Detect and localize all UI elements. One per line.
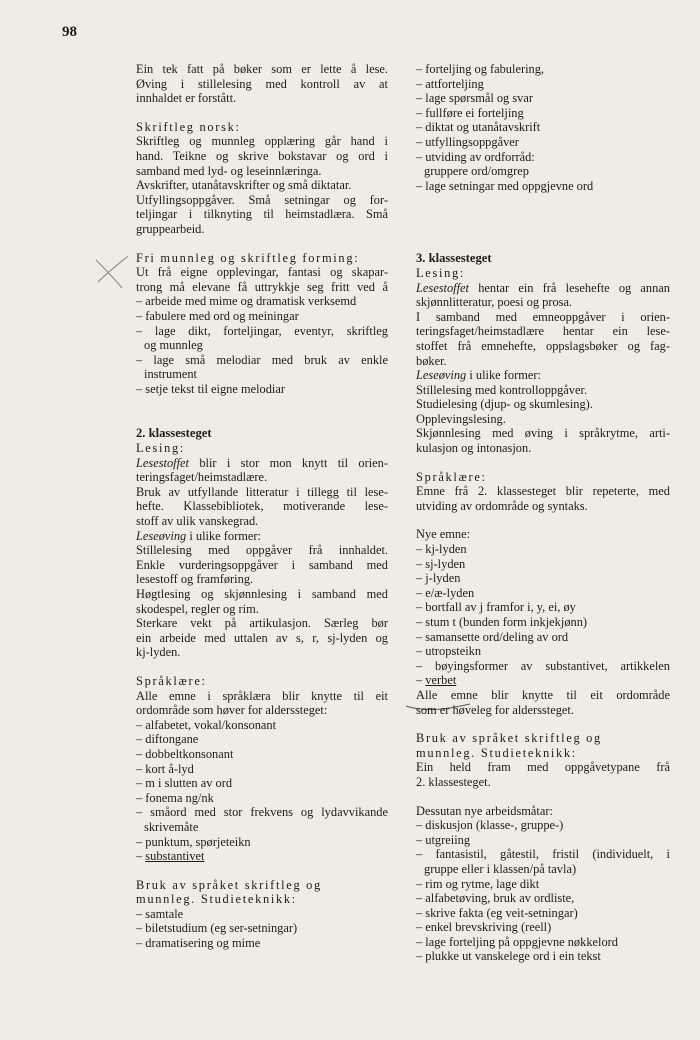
subsection-heading: munnleg. Studieteknikk:	[416, 745, 577, 760]
text-segment: i ulike former:	[466, 368, 541, 383]
text-line: – alfabetøving, bruk av ordliste,	[416, 891, 575, 906]
text-line: kulasjon og intonasjon.	[416, 441, 532, 456]
text-line: Stillelesing med kontrolloppgåver.	[416, 382, 588, 397]
subsection-heading: Bruk av språket skriftleg og	[416, 731, 602, 746]
text-line: gruppere ord/omgrep	[424, 164, 529, 179]
paragraph-gap	[416, 790, 670, 804]
text-line: utviding av ordområde og syntaks.	[416, 498, 588, 513]
text-line: Studielesing (djup- og skumlesing).	[416, 397, 593, 412]
text-line: – dramatisering og mime	[136, 936, 261, 951]
text-line: – rim og rytme, lage dikt	[416, 876, 540, 891]
text-line: – diktat og utanåtavskrift	[416, 120, 541, 135]
paragraph-gap	[136, 237, 388, 251]
text-segment: substantivet	[145, 849, 205, 864]
paragraph-gap	[136, 396, 388, 426]
paragraph-gap	[136, 864, 388, 878]
text-line: Avskrifter, utanåtavskrifter og små diktatar.	[136, 178, 352, 193]
text-line: gruppearbeid.	[136, 221, 205, 236]
section-heading: 3. klassesteget	[416, 251, 492, 266]
text-line: 2. klassesteget.	[416, 774, 491, 789]
right-column	[416, 62, 670, 964]
emphasis-text: Lesestoffet	[416, 280, 469, 295]
text-line: instrument	[144, 367, 197, 382]
text-line: – samansette ord/deling av ord	[416, 629, 569, 644]
text-line: gruppe eller i klassen/på tavla)	[424, 861, 577, 876]
text-line: – lage spørsmål og svar	[416, 91, 533, 106]
text-line: – skrive fakta (eg veit-setningar)	[416, 905, 578, 920]
text-line: – fantasistil, gåtestil, fristil (individuelt, i	[416, 847, 670, 862]
text-line: Ein tek fatt på bøker som er lette å lese.	[136, 62, 388, 76]
text-line: – bøyingsformer av substantivet, artikkelen	[416, 658, 670, 673]
paragraph-gap	[416, 717, 670, 731]
text-line: – sj-lyden	[416, 556, 466, 571]
text-line: – lage dikt, forteljingar, eventyr, skriftleg	[136, 323, 388, 338]
text-line: – fonema ng/nk	[136, 790, 214, 805]
text-line	[416, 281, 670, 296]
text-line: – plukke ut vanskelege ord i ein tekst	[416, 949, 601, 964]
paragraph-gap	[136, 660, 388, 674]
text-line: Skriftleg og munnleg opplæring går hand i	[136, 134, 388, 149]
text-line: ordområde som høver for alderssteget:	[136, 703, 328, 718]
text-line	[136, 529, 388, 544]
page-number: 98	[62, 24, 77, 40]
text-segment: hentar ein frå lesehefte og annan	[469, 280, 670, 295]
paragraph-gap	[416, 222, 670, 251]
text-line: Enkle vurderingsoppgåver i samband med	[136, 557, 388, 572]
text-line	[416, 368, 670, 383]
left-column	[136, 62, 388, 951]
text-line: Emne frå 2. klassesteget blir repeterte, med	[416, 484, 670, 499]
subsection-heading: Lesing:	[136, 441, 186, 456]
text-line: Alle emne blir knytte til eit ordområde	[416, 687, 670, 702]
text-line: stoffet frå emnehefte, oppslagsbøker og fag-	[416, 338, 670, 353]
emphasis-text: Lesestoffet	[136, 455, 189, 470]
text-line: Bruk av utfyllande litteratur i tillegg til lese-	[136, 484, 388, 499]
text-segment: blir i stor mon knytt til orien-	[189, 455, 388, 470]
text-line: teringsfaget/heimstadlære.	[136, 470, 268, 485]
text-line: – lage setningar med oppgjevne ord	[416, 178, 594, 193]
emphasis-text: Leseøving	[136, 528, 187, 543]
text-line: I samband med emneoppgåver i orien-	[416, 309, 670, 324]
subsection-heading: Bruk av språket skriftleg og	[136, 877, 322, 892]
text-line: Sterkare vekt på artikulasjon. Særleg bør	[136, 616, 388, 631]
emphasis-text: Leseøving	[416, 368, 467, 383]
text-line: – punktum, spørjeteikn	[136, 834, 251, 849]
paragraph-gap	[416, 193, 670, 222]
text-line	[136, 849, 388, 864]
text-line: – lage små melodiar med bruk av enkle	[136, 352, 388, 367]
text-line: – e/æ-lyden	[416, 585, 475, 600]
text-line: – utgreiing	[416, 832, 471, 847]
text-segment: –	[136, 849, 146, 864]
subsection-heading: Fri munnleg og skriftleg forming:	[136, 250, 360, 265]
text-line: Alle emne i språklæra blir knytte til eit	[136, 688, 388, 703]
text-line: og munnleg	[144, 338, 203, 353]
text-line: Øving i stillelesing med kontroll av at	[136, 76, 388, 91]
text-line: – diskusjon (klasse-, gruppe-)	[416, 818, 564, 833]
text-line: – arbeide med mime og dramatisk verksemd	[136, 294, 357, 309]
text-line: – kort å-lyd	[136, 761, 194, 776]
text-line: – alfabetet, vokal/konsonant	[136, 717, 277, 732]
text-line: – j-lyden	[416, 571, 461, 586]
text-line: hefte. Klassebibliotek, motiverande lese-	[136, 499, 388, 514]
text-line: samband med lyd- og leseinnlæringa.	[136, 163, 322, 178]
text-line: – attforteljing	[416, 76, 484, 91]
text-line: – fabulere med ord og meiningar	[136, 308, 299, 323]
section-heading: 2. klassesteget	[136, 426, 212, 441]
text-line: skjønnlitteratur, poesi og prosa.	[416, 295, 573, 310]
subsection-heading: Skriftleg norsk:	[136, 119, 241, 134]
text-line	[136, 456, 388, 471]
text-line: hand. Teikne og skrive bokstavar og ord i	[136, 148, 388, 163]
text-line: – samtale	[136, 906, 184, 921]
text-line: Dessutan nye arbeidsmåtar:	[416, 803, 553, 818]
text-line: – kj-lyden	[416, 542, 467, 557]
text-line: – småord med stor frekvens og lydavvikande	[136, 805, 388, 820]
pencil-check-mark-icon	[92, 252, 132, 292]
paragraph-gap	[416, 456, 670, 470]
text-line: – enkel brevskriving (reell)	[416, 920, 552, 935]
paragraph-gap	[416, 513, 670, 527]
text-line: teringsfaget/heimstadlære hentar ein lese-	[416, 324, 670, 339]
text-line: – biletstudium (eg ser-setningar)	[136, 921, 298, 936]
text-line: – stum t (bunden form inkjekjønn)	[416, 615, 588, 629]
text-line: – utfyllingsoppgåver	[416, 134, 519, 149]
text-line: innhaldet er forstått.	[136, 91, 237, 106]
text-line: – bortfall av j framfor i, y, ei, øy	[416, 600, 576, 615]
text-line: bøker.	[416, 353, 447, 368]
subsection-heading: Språklære:	[416, 469, 487, 484]
text-segment: verbet	[425, 673, 457, 688]
text-line: Høgtlesing og skjønnlesing i samband med	[136, 587, 388, 601]
text-line: – diftongane	[136, 732, 199, 747]
text-segment: i ulike former:	[186, 528, 261, 543]
text-line: – utviding av ordforråd:	[416, 149, 535, 164]
subsection-heading: Lesing:	[416, 265, 466, 280]
text-line: lesestoff og framføring.	[136, 572, 254, 587]
text-line: skodespel, regler og rim.	[136, 601, 259, 616]
text-line: Utfyllingsoppgåver. Små setningar og for-	[136, 192, 388, 207]
text-line: Ein held fram med oppgåvetypane frå	[416, 760, 670, 775]
text-line: Stillelesing med oppgåver frå innhaldet.	[136, 543, 388, 558]
text-line: Nye emne:	[416, 527, 471, 542]
text-line: kj-lyden.	[136, 645, 181, 660]
text-line: – utropsteikn	[416, 644, 482, 659]
text-line: stoff av ulik vanskegrad.	[136, 514, 259, 529]
subsection-heading: munnleg. Studieteknikk:	[136, 892, 297, 907]
text-line: – lage forteljing på oppgjevne nøkkelord	[416, 934, 618, 949]
subsection-heading: Språklære:	[136, 673, 207, 688]
text-line: som er høveleg for alderssteget.	[416, 702, 574, 717]
text-line: Ut frå eigne opplevingar, fantasi og skapar-	[136, 265, 388, 280]
text-line: Skjønnlesing med øving i språkrytme, arti-	[416, 426, 670, 441]
text-line: – dobbeltkonsonant	[136, 746, 234, 761]
text-line: – fullføre ei forteljing	[416, 105, 524, 120]
text-segment: –	[416, 673, 426, 688]
text-line: – forteljing og fabulering,	[416, 62, 545, 76]
text-line: – m i slutten av ord	[136, 776, 233, 791]
text-line: teljingar i tilknyting til heimstadlæra. Små	[136, 207, 388, 222]
text-line: Opplevingslesing.	[416, 411, 506, 426]
text-line	[416, 673, 670, 688]
text-line: ein arbeide med uttalen av s, r, sj-lyden og	[136, 630, 388, 645]
text-line: skrivemåte	[144, 819, 199, 834]
text-line: – setje tekst til eigne melodiar	[136, 381, 285, 396]
text-line: trong må elevane få uttrykkje seg fritt ved å	[136, 279, 388, 294]
paragraph-gap	[136, 106, 388, 120]
